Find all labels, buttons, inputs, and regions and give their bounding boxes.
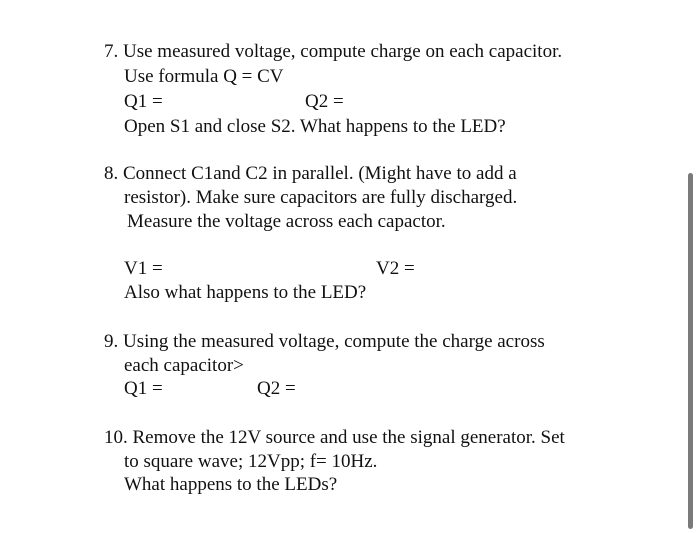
q8-line-3: Measure the voltage across each capactor.	[127, 211, 446, 232]
q7-led-question: Open S1 and close S2. What happens to the LED?	[124, 116, 506, 137]
q7-q2-field: Q2 =	[305, 91, 344, 112]
q10-led-question: What happens to the LEDs?	[124, 474, 338, 495]
vertical-scrollbar[interactable]	[688, 173, 693, 529]
q10-line-1: 10. Remove the 12V source and use the signal generator. Set	[104, 427, 565, 448]
q9-line-1: 9. Using the measured voltage, compute the charge across	[104, 331, 545, 352]
q9-q1-field: Q1 =	[124, 378, 163, 399]
q7-q1-field: Q1 =	[124, 91, 163, 112]
q8-line-2: resistor). Make sure capacitors are fully discharged.	[124, 187, 518, 208]
q7-line-1: 7. Use measured voltage, compute charge on each capacitor.	[104, 41, 563, 62]
q8-v2-field: V2 =	[376, 258, 415, 279]
q9-line-2: each capacitor>	[124, 355, 244, 376]
q8-line-1: 8. Connect C1and C2 in parallel. (Might have to add a	[104, 163, 517, 184]
q9-q2-field: Q2 =	[257, 378, 296, 399]
q7-formula: Use formula Q = CV	[124, 66, 284, 87]
q8-led-question: Also what happens to the LED?	[124, 282, 367, 303]
q10-line-2: to square wave; 12Vpp; f= 10Hz.	[124, 451, 378, 472]
q8-v1-field: V1 =	[124, 258, 163, 279]
